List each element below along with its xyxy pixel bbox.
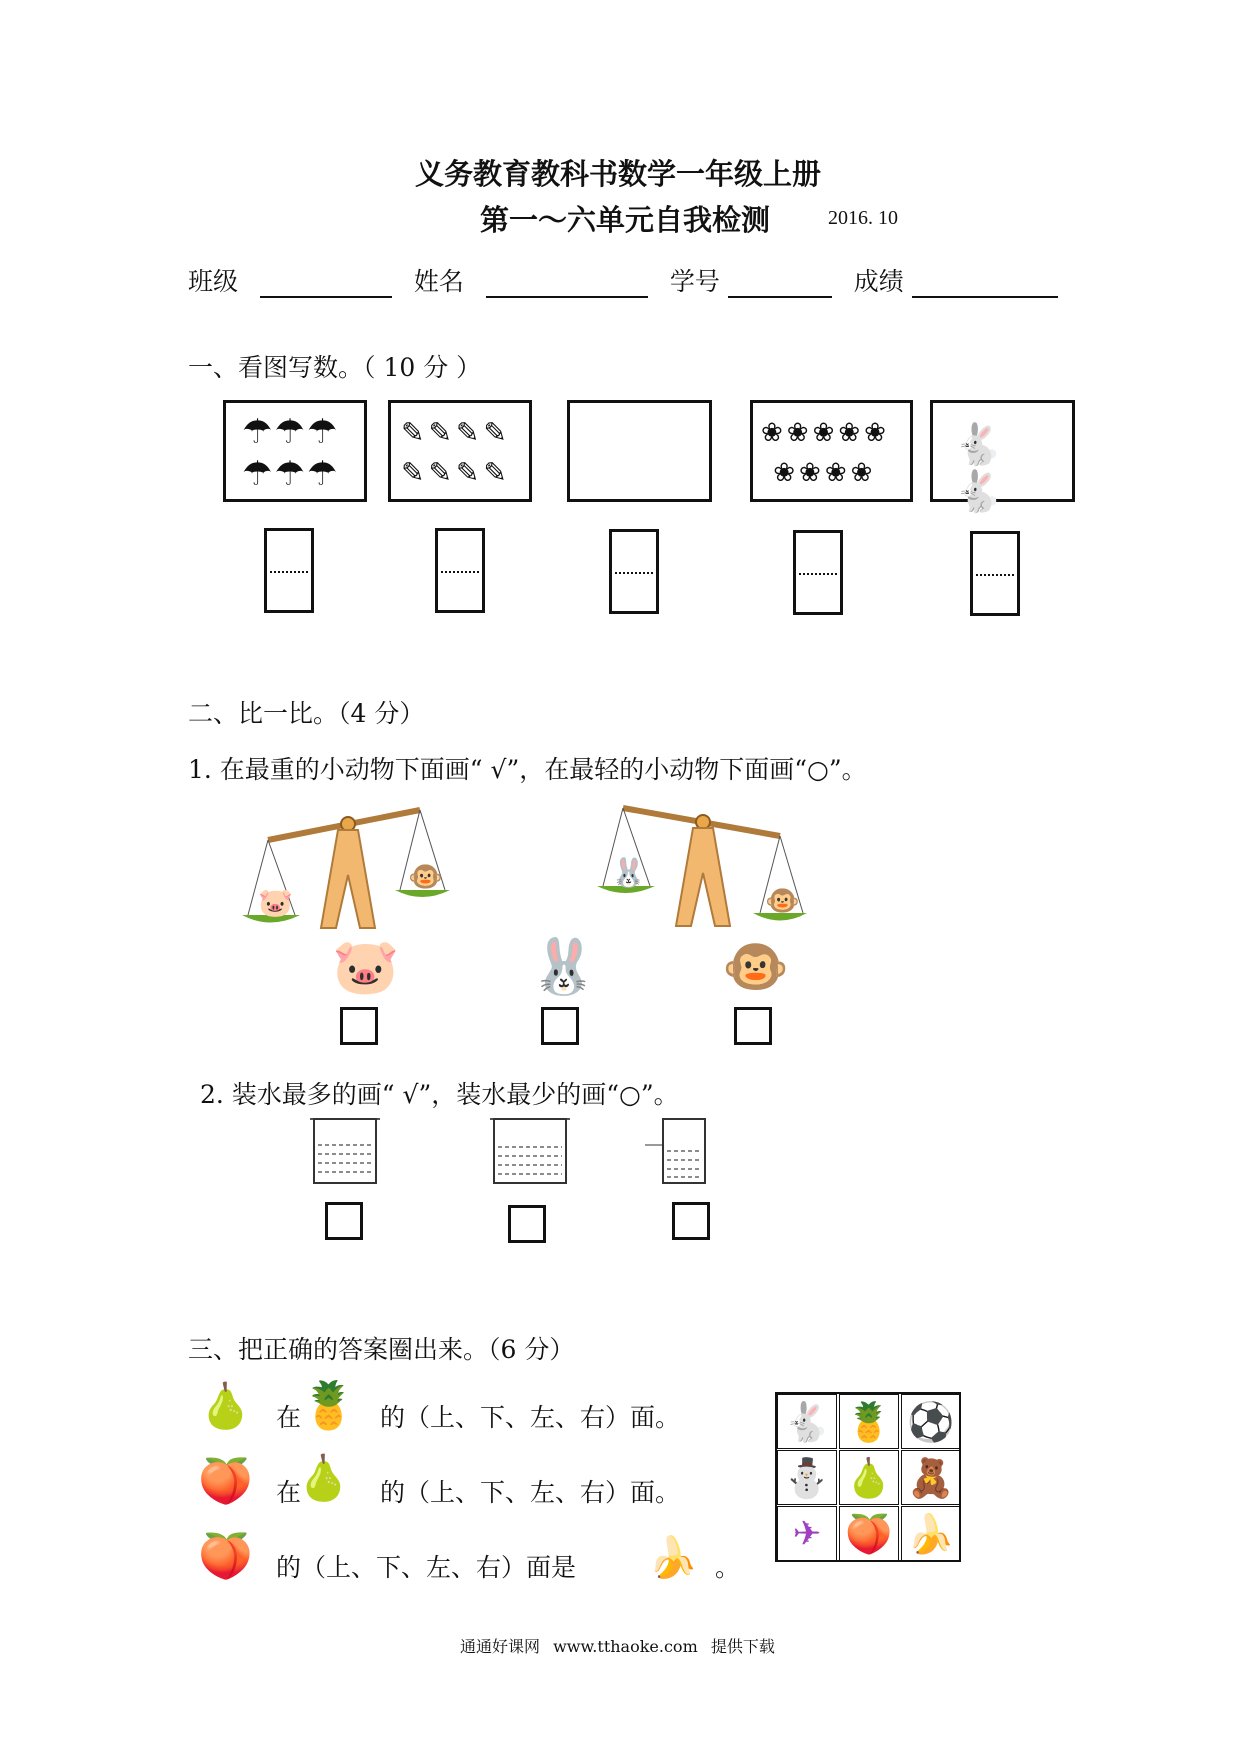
name-label: 姓名 (413, 267, 464, 296)
picture-box-umbrellas (223, 400, 367, 502)
answer-box-5[interactable] (970, 531, 1020, 616)
rabbit-icon: 🐇 (777, 1394, 837, 1449)
class-label: 班级 (188, 267, 239, 296)
peach-icon: 🍑 (198, 1456, 253, 1507)
section2-heading: 二、比一比。（4 分） (188, 699, 425, 728)
pear-icon: 🍐 (198, 1381, 253, 1432)
q3-1-pre: 在 (276, 1403, 302, 1432)
monkey-icon: 🐵 (722, 935, 790, 998)
question-2-2: 2. 装水最多的画“ √”，装水最少的画“○”。 (200, 1080, 679, 1109)
student-info-row (188, 262, 1058, 298)
page-subtitle: 第一～六单元自我检测 (480, 203, 771, 237)
footer (460, 1634, 775, 1657)
answer-box-4[interactable] (793, 530, 843, 615)
section3-heading: 三、把正确的答案圈出来。（6 分） (188, 1335, 575, 1364)
umbrella-icon: ☂☂☂ ☂☂☂ (242, 412, 340, 494)
beaker-2-answer-box[interactable] (508, 1205, 546, 1243)
picture-box-empty (567, 400, 712, 502)
footer-url[interactable]: www.tthaoke.com (553, 1637, 698, 1656)
monkey-icon: 🐵 (765, 884, 800, 917)
pig-icon: 🐷 (332, 935, 400, 998)
monkey-icon: 🐵 (408, 860, 443, 893)
banana-icon: 🍌 (648, 1535, 698, 1581)
q3-1-text[interactable]: 的（上、下、左、右）面。 (380, 1403, 681, 1432)
question-2-1: 1. 在最重的小动物下面画“ √”，在最轻的小动物下面画“○”。 (188, 755, 867, 784)
picture-box-rabbits (930, 400, 1075, 515)
q3-2-pre: 在 (276, 1478, 302, 1507)
footer-site: 通通好课网 (460, 1637, 541, 1656)
page-title: 义务教育教科书数学一年级上册 (415, 157, 822, 191)
picture-box-pencils (388, 400, 532, 502)
rabbit-icon: 🐰 (530, 935, 598, 998)
peach-icon: 🍑 (198, 1531, 253, 1582)
pencil-icon: ✎✎✎✎ ✎✎✎✎ (401, 416, 511, 489)
score-label: 成绩 (853, 267, 904, 296)
airplane-icon: ✈ (777, 1506, 837, 1561)
beaker-1-answer-box[interactable] (325, 1202, 363, 1240)
beaker-3-answer-box[interactable] (672, 1202, 710, 1240)
monkey-answer-box[interactable] (734, 1007, 772, 1045)
q3-3-text[interactable]: 的（上、下、左、右）面是 (276, 1553, 577, 1582)
test-date: 2016. 10 (828, 207, 898, 229)
answer-box-2[interactable] (435, 528, 485, 613)
rabbit-answer-box[interactable] (541, 1007, 579, 1045)
beaker-2 (490, 1115, 570, 1187)
pear-icon: 🍐 (296, 1453, 351, 1504)
class-field[interactable] (260, 268, 392, 298)
q3-3-tail: 。 (715, 1553, 741, 1582)
pineapple-icon: 🍍 (839, 1394, 899, 1449)
score-field[interactable] (912, 268, 1058, 298)
beaker-1 (310, 1115, 380, 1187)
rabbit-icon: 🐇🐇 (953, 422, 1017, 515)
snowman-icon: ⛄ (777, 1450, 837, 1505)
banana-icon: 🍌 (901, 1506, 961, 1561)
position-grid (775, 1392, 961, 1562)
pineapple-icon: 🍍 (300, 1378, 358, 1432)
pig-answer-box[interactable] (340, 1007, 378, 1045)
teddy-bear-icon: 🧸 (901, 1450, 961, 1505)
answer-box-1[interactable] (264, 528, 314, 613)
name-field[interactable] (486, 268, 648, 298)
beaker-3 (645, 1115, 710, 1187)
flower-icon: ❀❀❀❀❀ ❀❀❀❀ (761, 418, 890, 488)
footer-note: 提供下载 (710, 1637, 775, 1656)
number-label: 学号 (669, 267, 720, 296)
balance-scale-right (595, 798, 810, 928)
peach-icon: 🍑 (839, 1506, 899, 1561)
section1-heading: 一、看图写数。（ 10 分 ） (188, 353, 482, 382)
answer-box-3[interactable] (609, 529, 659, 614)
number-field[interactable] (728, 268, 832, 298)
pig-icon: 🐷 (258, 886, 293, 919)
pear-icon: 🍐 (839, 1450, 899, 1505)
rabbit-icon: 🐰 (611, 856, 646, 889)
soccer-ball-icon: ⚽ (901, 1394, 961, 1449)
q3-2-text[interactable]: 的（上、下、左、右）面。 (380, 1478, 681, 1507)
balance-scale-left (240, 800, 455, 930)
picture-box-flowers (750, 400, 913, 502)
